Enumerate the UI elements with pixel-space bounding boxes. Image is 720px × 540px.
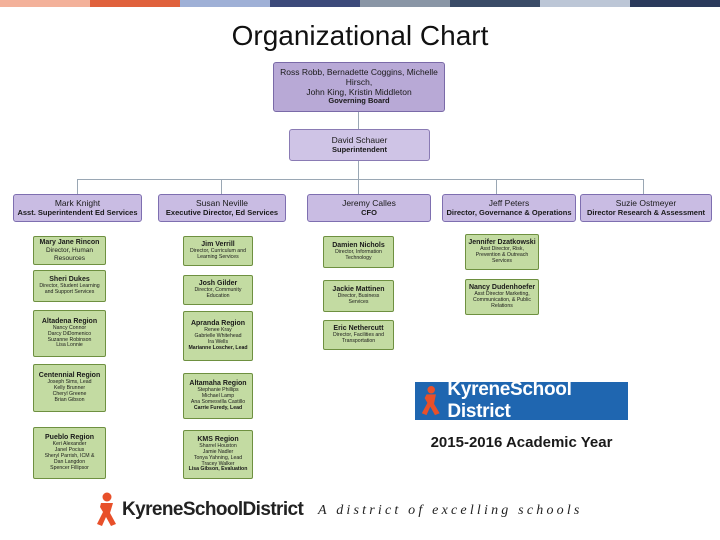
staff-line: Tracey Walker — [201, 460, 235, 467]
region-lead: Marianne Loscher, Lead — [188, 344, 248, 351]
staff-line: Joseph Sims, Lead — [47, 379, 92, 386]
top-bar-segment — [540, 0, 630, 7]
exec-role: Executive Director, Ed Services — [165, 207, 279, 217]
staff-box — [323, 236, 394, 268]
staff-line: Transportation — [341, 338, 376, 345]
region-box — [33, 364, 106, 412]
exec-box — [442, 194, 576, 222]
staff-line: Brian Gibson — [54, 396, 85, 403]
connector-line — [496, 179, 497, 194]
staff-line: Director, Facilities and — [332, 332, 385, 339]
staff-name: Eric Nethercutt — [333, 325, 384, 332]
staff-line: Keri Alexander — [52, 441, 87, 448]
staff-line: Darcy DiDomenico — [47, 330, 92, 337]
region-name: KMS Region — [197, 435, 239, 443]
staff-line: Resources — [53, 254, 86, 262]
staff-line: Director, Community — [194, 287, 242, 294]
kyrene-banner-logo — [415, 379, 628, 422]
connector-line — [77, 179, 78, 194]
top-bar-segment — [180, 0, 270, 7]
staff-line: Services — [348, 299, 369, 306]
staff-line: Director, Student Learning — [39, 283, 100, 290]
region-box — [33, 310, 106, 357]
staff-line: Ana Somesvilla Castillo — [190, 399, 246, 406]
staff-line: Asst Director, Risk, — [480, 246, 524, 253]
region-box — [183, 430, 253, 479]
top-bar-segment — [450, 0, 540, 7]
superintendent-name: David Schauer — [331, 134, 388, 145]
staff-line: Kelly Brunner — [53, 385, 86, 392]
staff-line: Education — [206, 293, 230, 300]
staff-line: Communication, & Public — [473, 297, 531, 304]
staff-line: Nancy Connor — [52, 324, 87, 331]
region-lead: Carrie Furedy, Lead — [193, 404, 243, 411]
region-name: Altadena Region — [41, 317, 98, 325]
connector-line — [358, 179, 359, 194]
staff-line: Spencer Fillipsor — [50, 464, 89, 471]
connector-line — [77, 179, 643, 180]
staff-line: Gabrielle Whitehead — [194, 333, 242, 340]
region-name: Altamaha Region — [189, 380, 247, 388]
staff-name: Jackie Mattinen — [332, 286, 385, 293]
top-bar-segment — [270, 0, 360, 7]
staff-line: Learning Services — [197, 254, 239, 261]
governing-board-box — [273, 62, 445, 112]
connector-line — [643, 179, 644, 194]
staff-box — [323, 280, 394, 312]
exec-role: Director, Governance & Operations — [446, 207, 572, 217]
top-bar-segment — [630, 0, 720, 7]
tagline: A district of excelling schools — [318, 503, 583, 518]
superintendent-box — [289, 129, 430, 161]
superintendent-role: Superintendent — [331, 144, 387, 154]
exec-name: Susan Neville — [196, 197, 248, 208]
staff-line: Asst Director Marketing, — [474, 291, 530, 298]
staff-line: Cheryl Greene — [52, 391, 87, 398]
region-lead: Lisa Gibson, Evaluation — [188, 466, 248, 473]
staff-box — [33, 236, 106, 265]
staff-line: Renee Kray — [204, 327, 232, 334]
staff-name: Josh Gilder — [198, 280, 238, 287]
connector-line — [358, 112, 359, 129]
staff-line: Stephanie Phillips — [197, 387, 239, 394]
staff-line: Ira Wells — [207, 339, 229, 346]
staff-line: Sheryl Parrish, ICM & — [44, 453, 95, 460]
exec-name: Mark Knight — [54, 197, 101, 208]
board-members-line1: Ross Robb, Bernadette Coggins, Michelle Hirsch, — [280, 67, 438, 87]
exec-box — [13, 194, 142, 222]
page-title: Organizational Chart — [231, 20, 489, 51]
staff-line: Director, Business — [337, 293, 380, 300]
staff-line: Services — [492, 258, 512, 264]
connector-line — [221, 179, 222, 194]
staff-name: Jim Verrill — [201, 241, 235, 248]
staff-name: Nancy Dudenhoefer — [468, 284, 536, 292]
staff-line: Director, Human — [46, 247, 93, 255]
exec-name: Suzie Ostmeyer — [615, 197, 677, 208]
staff-box — [465, 234, 539, 270]
exec-box — [158, 194, 286, 222]
staff-line: and Support Services — [44, 289, 95, 296]
board-role: Governing Board — [328, 96, 390, 106]
staff-box — [465, 279, 539, 315]
footer-logo-text: KyreneSchoolDistrict — [122, 499, 304, 520]
staff-line: Relations — [491, 303, 513, 309]
staff-line: Suzanne Robinson — [47, 336, 92, 343]
staff-box — [323, 320, 394, 350]
exec-name: Jeff Peters — [488, 197, 530, 208]
staff-line: Director, Information — [335, 249, 382, 256]
region-name: Apranda Region — [190, 320, 246, 328]
staff-name: Sheri Dukes — [49, 276, 90, 283]
staff-name: Damien Nichols — [332, 242, 385, 249]
staff-line: Tonya Yahning, Lead — [193, 454, 243, 461]
top-bar-segment — [0, 0, 90, 7]
staff-box — [183, 275, 253, 305]
staff-line: Lisa Lonnie — [56, 342, 83, 349]
top-color-bar — [0, 0, 720, 7]
staff-line: Dan Langdon — [53, 459, 86, 465]
region-box — [183, 373, 253, 419]
staff-line: Janel Pocius — [54, 447, 85, 454]
kyrene-footer-logo — [95, 492, 303, 528]
region-box — [33, 427, 106, 479]
staff-name: Jennifer Dzatkowski — [468, 239, 536, 247]
exec-box — [580, 194, 712, 222]
top-bar-segment — [360, 0, 450, 7]
region-box — [183, 311, 253, 361]
exec-role: Asst. Superintendent Ed Services — [17, 207, 138, 217]
academic-year: 2015-2016 Academic Year — [430, 434, 613, 451]
exec-role: CFO — [361, 207, 377, 217]
staff-line: Jamie Nadler — [202, 448, 234, 455]
exec-box — [307, 194, 431, 222]
staff-line: Technology — [345, 255, 372, 262]
staff-line: Sharrel Houston — [199, 442, 237, 449]
staff-line: Michael Lamp — [201, 393, 235, 400]
connector-line — [358, 161, 359, 179]
exec-name: Jeremy Calles — [342, 197, 396, 208]
region-name: Pueblo Region — [45, 434, 94, 442]
kyrene-runner-icon — [95, 492, 119, 528]
board-members-line2: John King, Kristin Middleton — [306, 86, 412, 97]
staff-line: Prevention & Outreach — [475, 252, 529, 259]
kyrene-runner-icon — [419, 384, 443, 418]
staff-box — [33, 270, 106, 302]
staff-box — [183, 236, 253, 266]
top-bar-segment — [90, 0, 180, 7]
staff-line: Director, Curriculum and — [190, 248, 246, 255]
banner-kyrene-text: KyreneSchool District — [447, 379, 572, 422]
staff-name: Mary Jane Rincon — [39, 239, 100, 246]
region-name: Centennial Region — [38, 372, 101, 380]
exec-role: Director Research & Assessment — [586, 207, 706, 217]
